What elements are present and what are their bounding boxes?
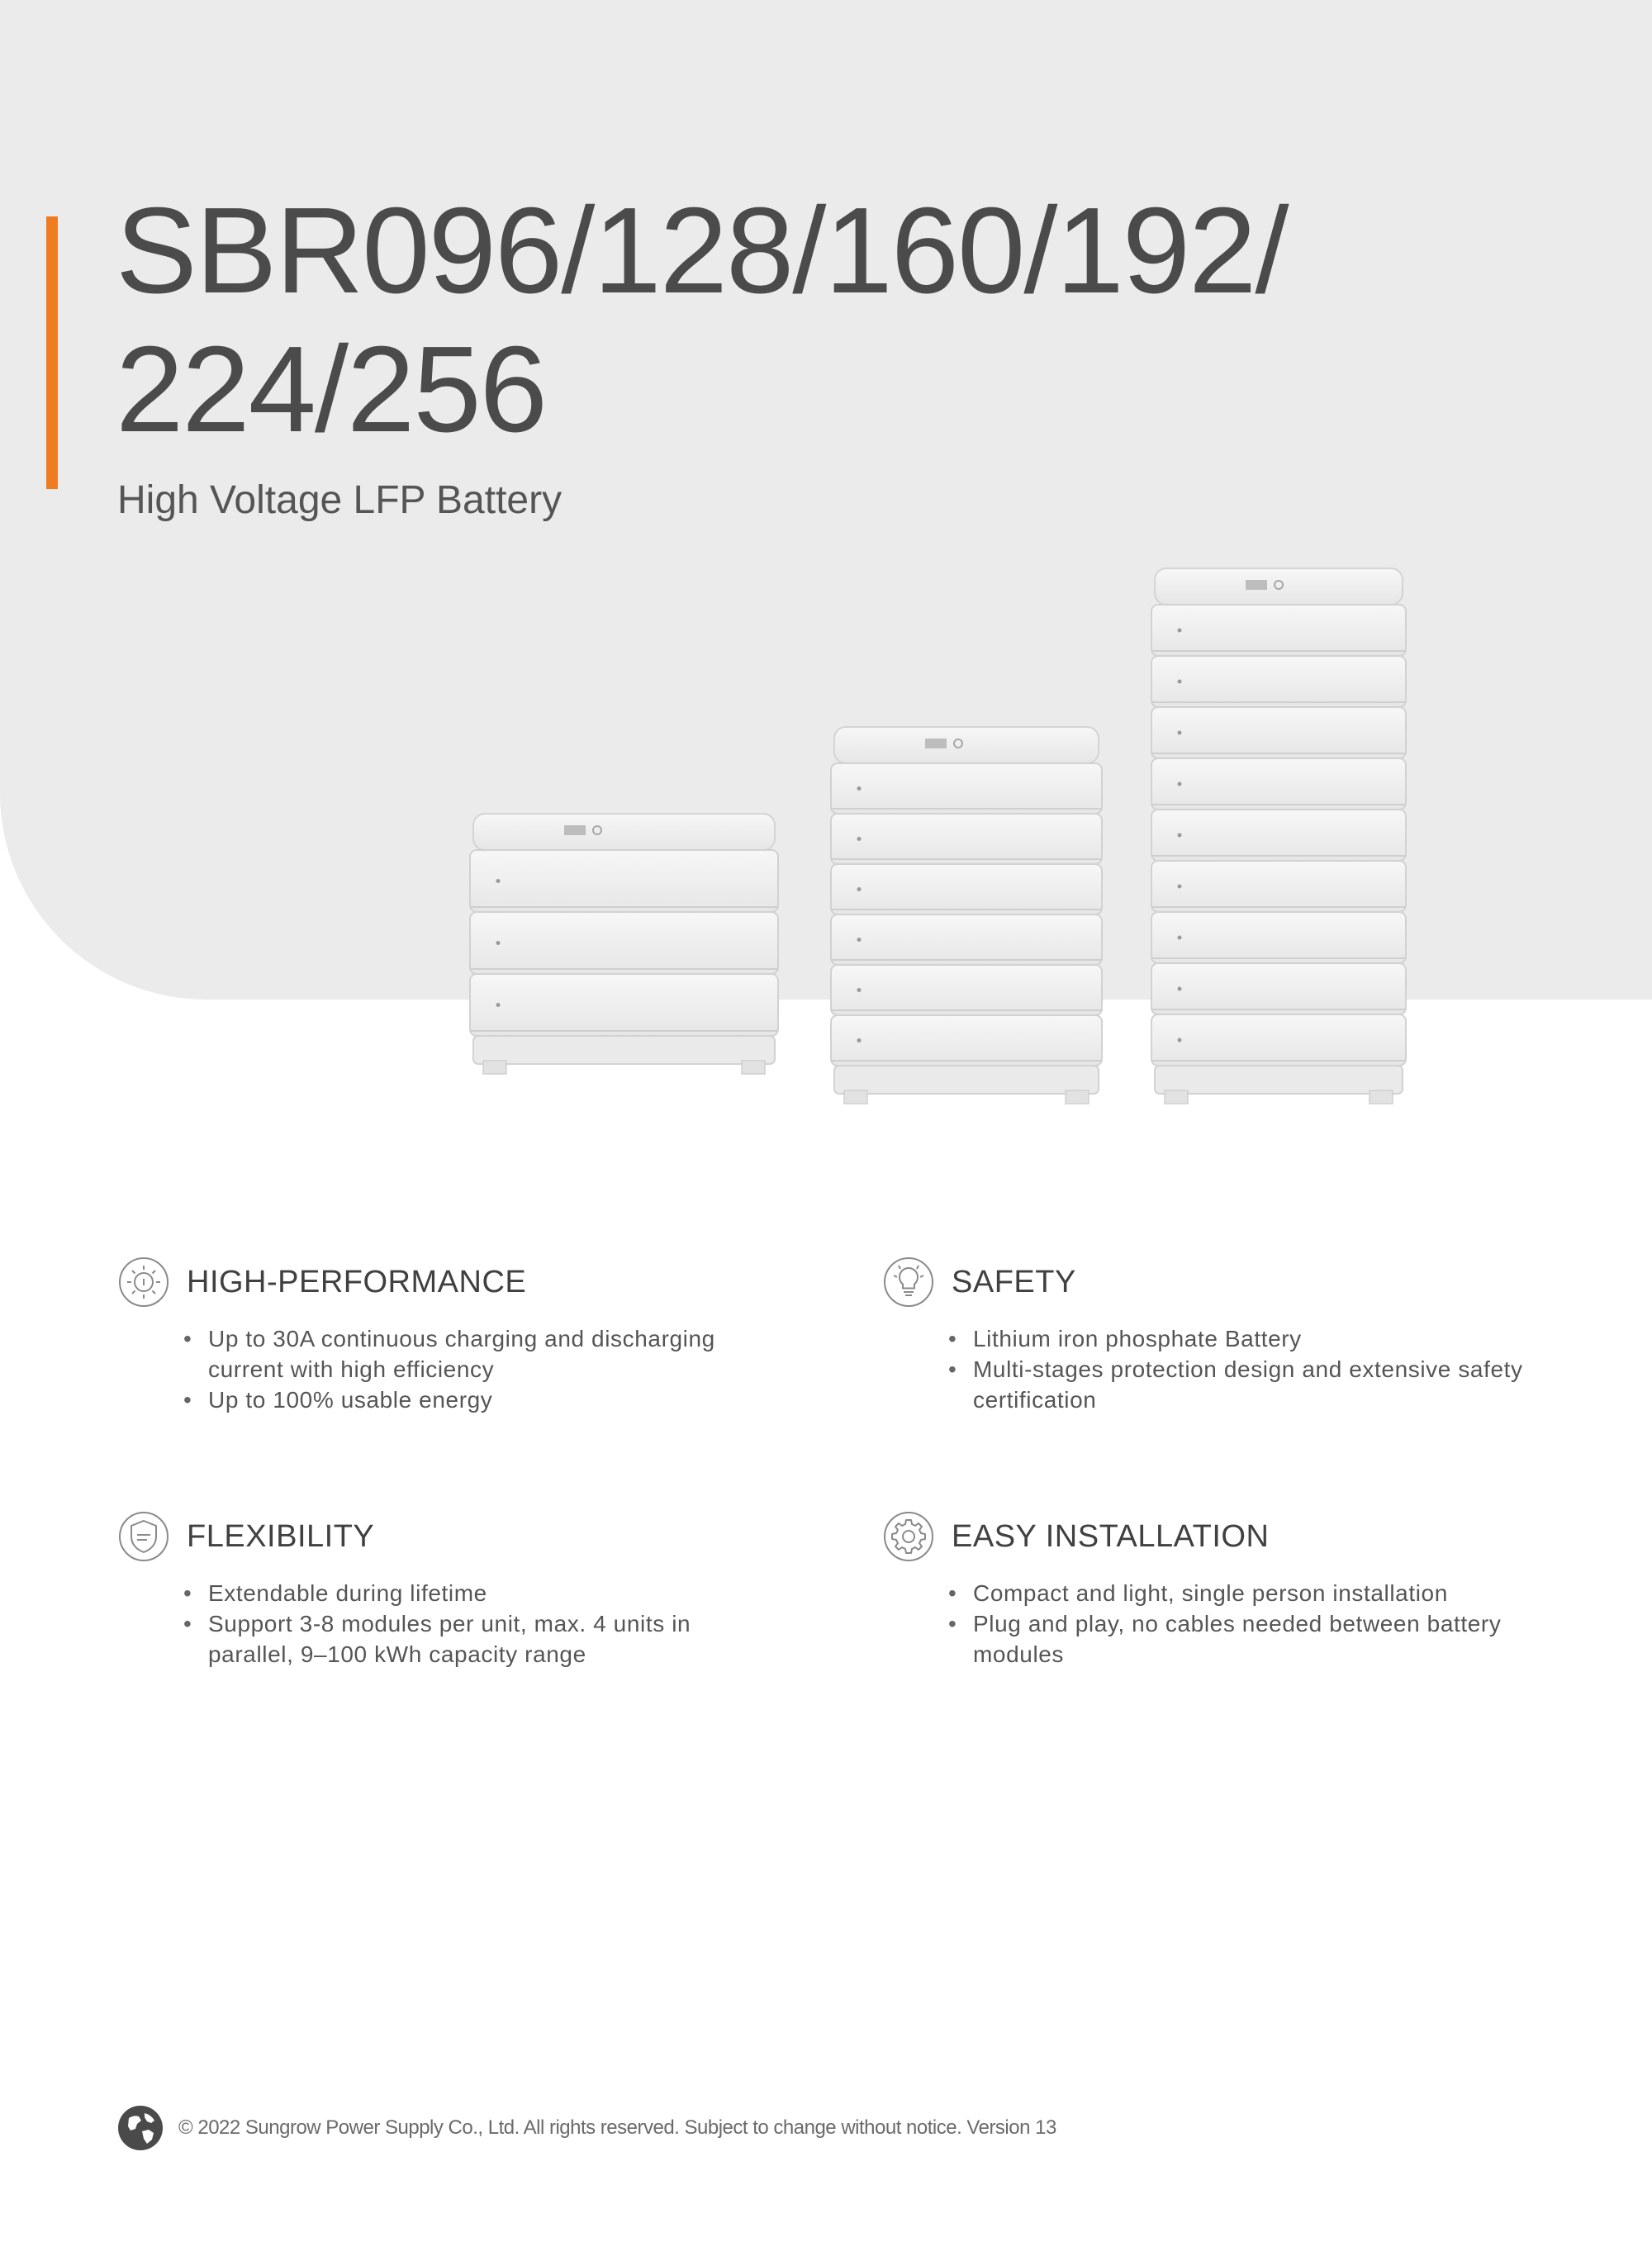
module-indicator — [1178, 987, 1182, 991]
feature-heading: HIGH-PERFORMANCE — [187, 1264, 527, 1299]
gear-icon — [882, 1510, 935, 1563]
feature-flexibility — [117, 1510, 778, 1670]
footer — [117, 2105, 1056, 2151]
module-indicator — [1178, 936, 1182, 940]
battery-module — [831, 864, 1102, 914]
battery-display — [564, 825, 586, 835]
list-item: • Multi-stages protection design and extensive safety certification — [973, 1354, 1543, 1415]
battery-module — [831, 763, 1102, 814]
module-indicator — [1178, 629, 1182, 633]
module-indicator — [1178, 885, 1182, 889]
module-indicator — [1178, 731, 1182, 735]
battery-module — [1151, 912, 1406, 963]
battery-stack-medium — [831, 727, 1102, 1104]
list-item: • Compact and light, single person installation — [973, 1578, 1543, 1608]
feature-bullets — [117, 1578, 778, 1670]
battery-top-cap — [473, 814, 775, 850]
module-indicator — [857, 938, 862, 942]
feature-safety — [882, 1256, 1543, 1415]
battery-module — [1151, 707, 1406, 758]
battery-base — [473, 1036, 775, 1064]
module-indicator — [857, 1038, 862, 1043]
feature-easy-installation — [882, 1510, 1543, 1670]
battery-foot — [844, 1090, 867, 1104]
module-indicator — [496, 879, 501, 883]
battery-stack-large — [1151, 568, 1406, 1104]
module-indicator — [857, 837, 862, 841]
battery-module — [1151, 861, 1406, 912]
module-indicator — [1178, 782, 1182, 786]
battery-module — [1151, 758, 1406, 810]
battery-module — [470, 974, 778, 1036]
battery-foot — [742, 1061, 765, 1074]
accent-bar — [46, 216, 58, 489]
module-indicator — [857, 786, 862, 791]
battery-module — [470, 912, 778, 974]
feature-heading: SAFETY — [952, 1264, 1076, 1299]
battery-base — [834, 1066, 1099, 1094]
battery-module — [1151, 605, 1406, 656]
battery-display — [1246, 580, 1267, 590]
battery-module — [470, 850, 778, 912]
feature-heading: EASY INSTALLATION — [952, 1518, 1270, 1554]
footer-copyright: © 2022 Sungrow Power Supply Co., Ltd. All rights reserved. Subject to change without notice. Version 13 — [178, 2116, 1056, 2139]
battery-module — [831, 914, 1102, 965]
page-title-line-2: 224/256 — [116, 321, 546, 458]
list-item: • Up to 100% usable energy — [208, 1385, 778, 1415]
battery-top-cap — [834, 727, 1099, 763]
battery-module — [1151, 810, 1406, 861]
module-indicator — [496, 941, 501, 945]
module-indicator — [857, 887, 862, 891]
page-title — [116, 182, 1288, 459]
battery-stack-small — [470, 814, 778, 1074]
module-indicator — [857, 988, 862, 992]
globe-icon — [117, 2105, 164, 2151]
feature-bullets — [117, 1323, 778, 1415]
battery-display — [925, 739, 947, 748]
battery-products-image — [446, 562, 1421, 1123]
battery-foot — [483, 1061, 506, 1074]
shield-icon — [117, 1510, 170, 1563]
battery-foot — [1066, 1090, 1089, 1104]
battery-module — [831, 965, 1102, 1015]
battery-foot — [1165, 1090, 1188, 1104]
battery-foot — [1370, 1090, 1393, 1104]
battery-base — [1155, 1066, 1403, 1094]
sun-gear-icon — [117, 1256, 170, 1309]
battery-module — [831, 814, 1102, 864]
module-indicator — [1178, 680, 1182, 684]
module-indicator — [1178, 834, 1182, 838]
page-title-line-1: SBR096/128/160/192/ — [116, 183, 1288, 319]
feature-heading: FLEXIBILITY — [187, 1518, 375, 1554]
module-indicator — [1178, 1038, 1182, 1043]
battery-module — [1151, 1014, 1406, 1066]
battery-top-cap — [1155, 568, 1403, 605]
battery-module — [1151, 656, 1406, 707]
list-item: • Lithium iron phosphate Battery — [973, 1323, 1543, 1354]
list-item: • Up to 30A continuous charging and discharging current with high efficiency — [208, 1323, 778, 1385]
feature-bullets — [882, 1323, 1543, 1415]
list-item: • Extendable during lifetime — [208, 1578, 778, 1608]
battery-module — [1151, 963, 1406, 1014]
lightbulb-icon — [882, 1256, 935, 1309]
feature-high-performance — [117, 1256, 778, 1415]
list-item: • Plug and play, no cables needed between battery modules — [973, 1608, 1543, 1670]
battery-module — [831, 1015, 1102, 1066]
page-subtitle: High Voltage LFP Battery — [117, 478, 563, 522]
module-indicator — [496, 1003, 501, 1007]
list-item: • Support 3-8 modules per unit, max. 4 units in parallel, 9–100 kWh capacity range — [208, 1608, 778, 1670]
feature-bullets — [882, 1578, 1543, 1670]
